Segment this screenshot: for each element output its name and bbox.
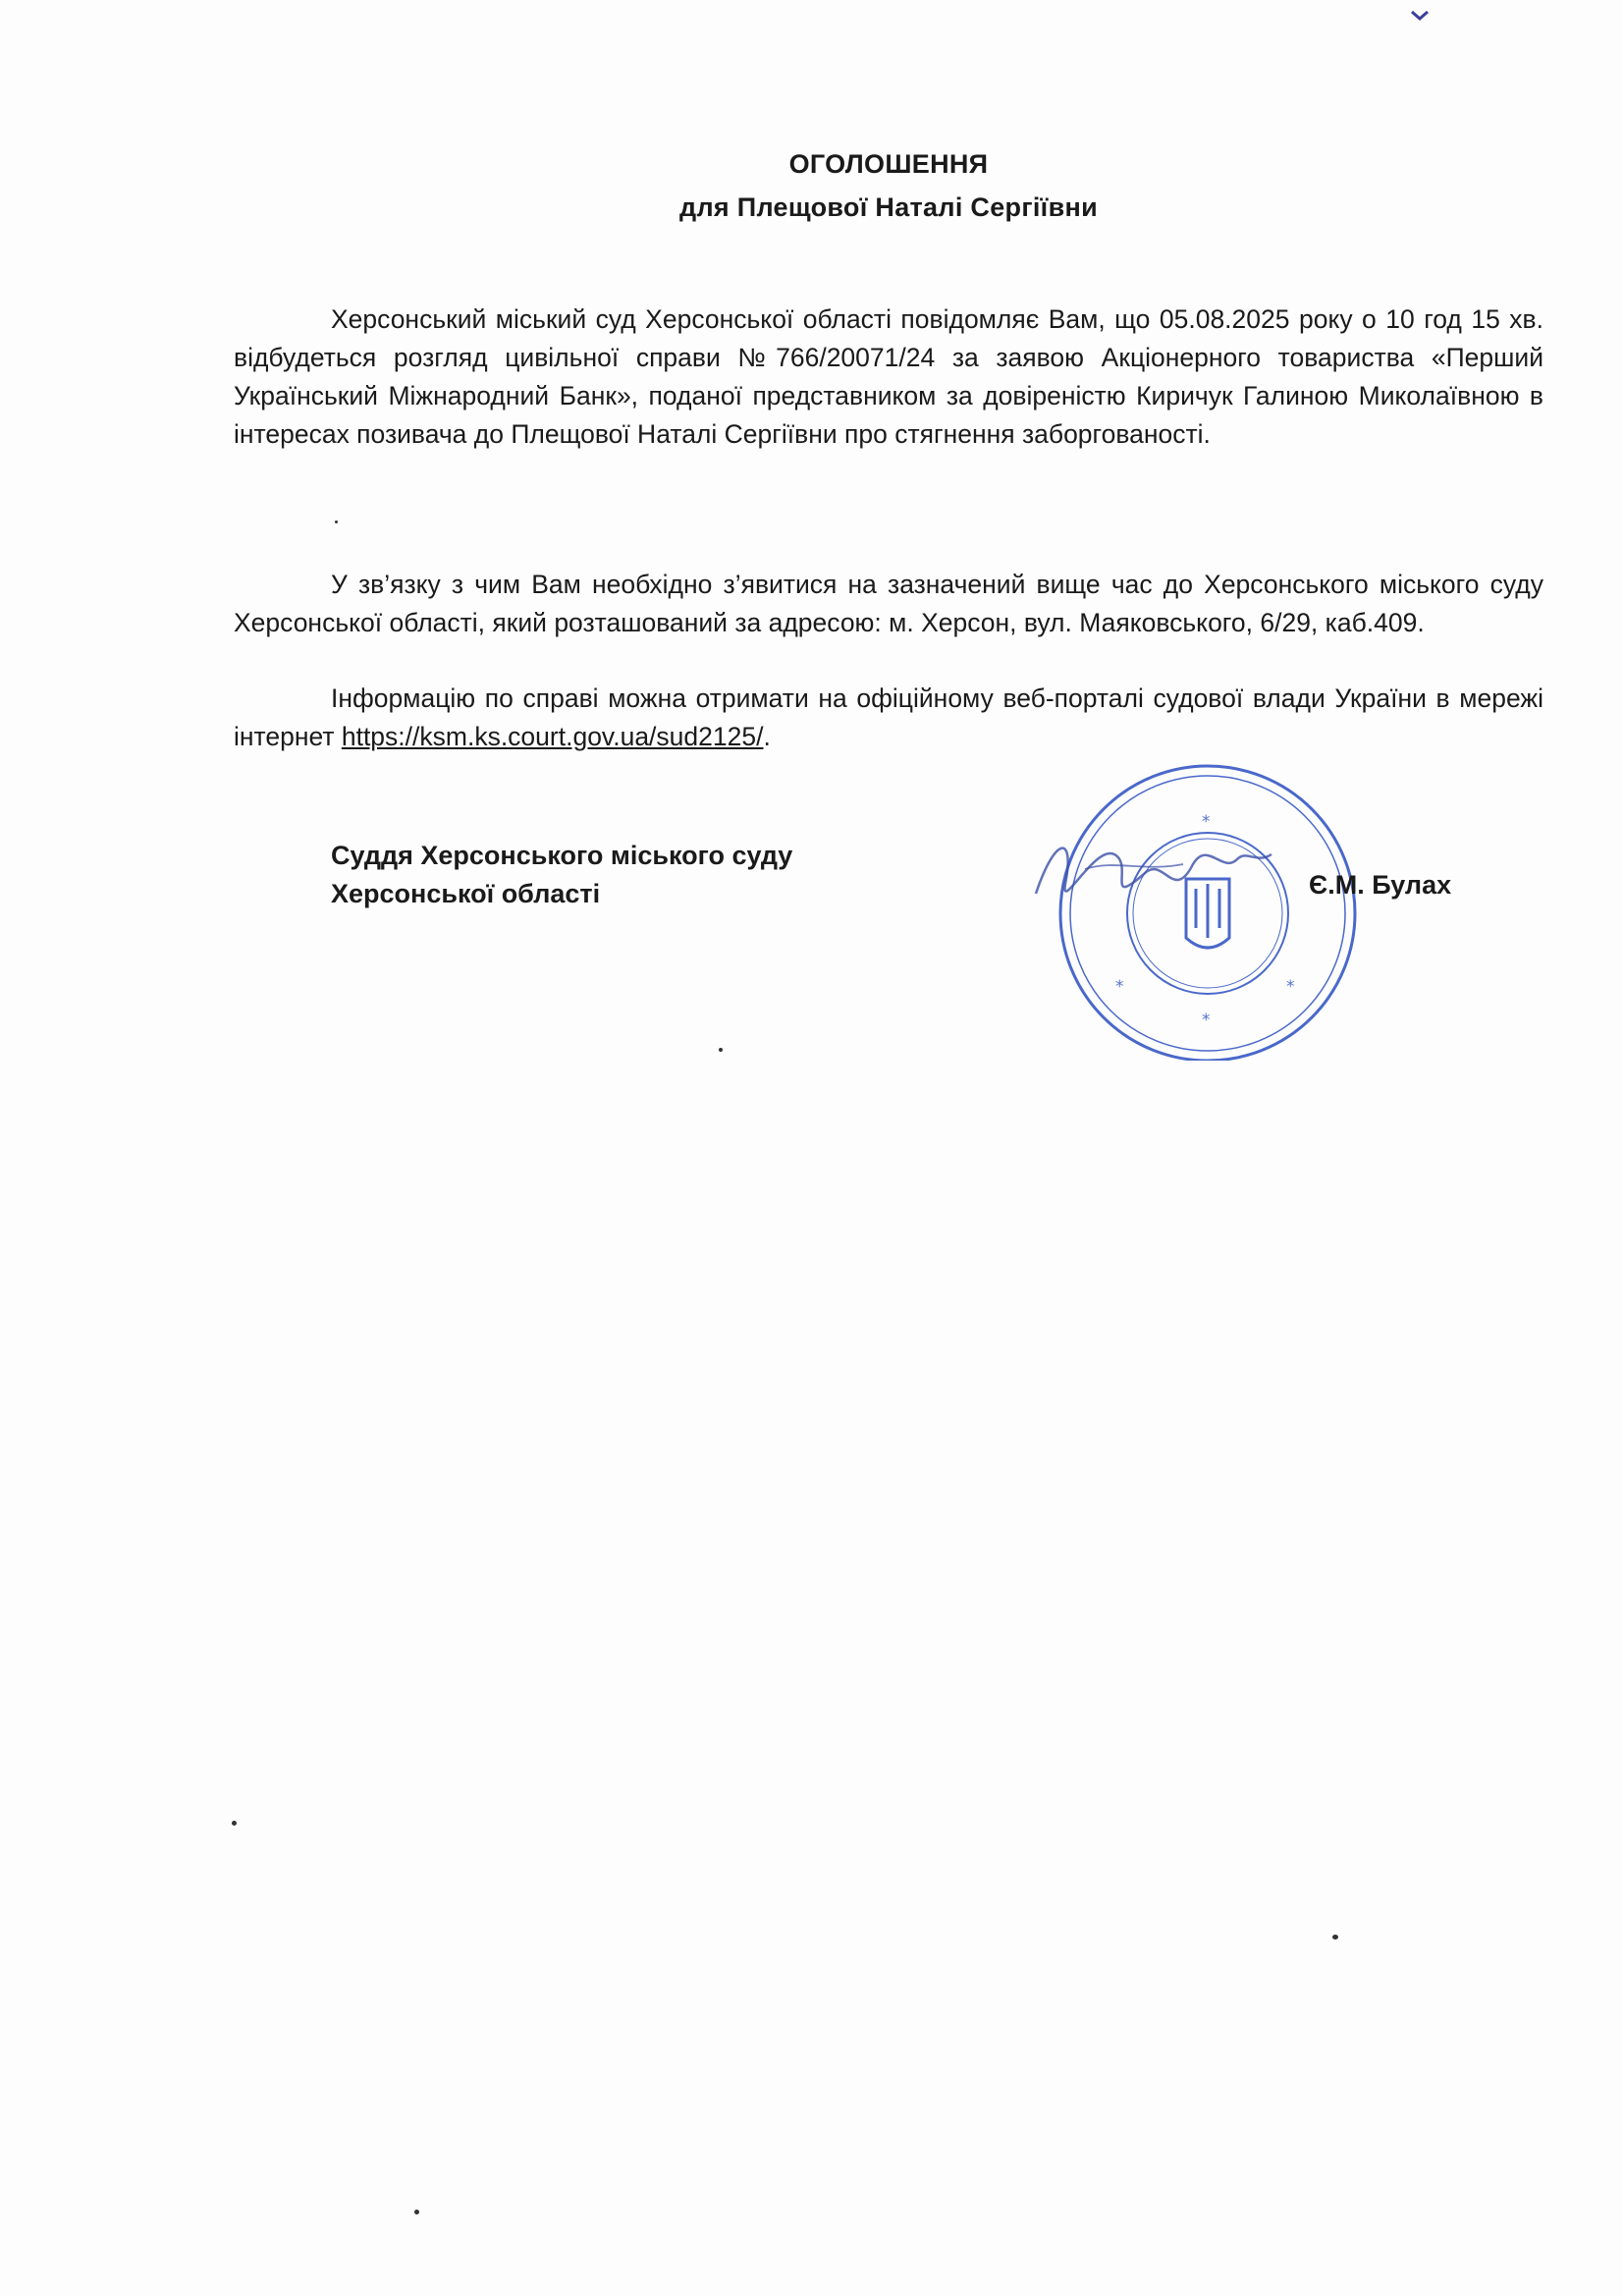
signature-title-line-1: Суддя Херсонського міського суду [331,841,793,870]
paragraph-hearing-notice [234,301,1543,454]
scan-speck [414,2210,419,2214]
signature-block [331,837,792,913]
svg-text:*: * [1202,812,1211,832]
scan-speck [335,520,338,523]
paragraph-info [234,680,1543,756]
signature-title-line-2: Херсонської області [331,879,601,908]
scan-speck [1332,1935,1338,1940]
paragraph-3-text: Інформацію по справі можна отримати на офіційному веб-порталі судової влади України в мережі інтернет [234,683,1543,751]
paragraph-3 [234,680,1543,756]
svg-text:*: * [1202,1011,1211,1030]
document-subtitle: для Плещової Наталі Сергіївни [679,192,1098,222]
paragraph-2-text: У зв’язку з чим Вам необхідно з’явитися на зазначений вище час до Херсонського міського суду Херсонської області, який розташований за адресою: м. Херсон, вул. Маяковського, 6/29, каб.409. [234,570,1543,637]
handwritten-signature [1026,815,1281,933]
svg-text:*: * [1286,977,1295,997]
scan-speck [232,1821,237,1826]
corner-ink-mark [1410,10,1430,22]
court-portal-link[interactable]: https://ksm.ks.court.gov.ua/sud2125/ [341,722,764,751]
paragraph-appearance [234,566,1543,642]
paragraph-3-end: . [763,722,771,751]
document-title: ОГОЛОШЕННЯ [788,149,989,179]
svg-text:*: * [1115,977,1124,997]
scan-speck [719,1048,723,1052]
judge-name: Є.М. Булах [1309,870,1452,900]
paragraph-1-text: Херсонський міський суд Херсонської області повідомляє Вам, що 05.08.2025 року о 10 год 15 хв. відбудеться розгляд цивільної справи №766/20071/24 за заявою Акціонерного товариства «Перший Український Міжнародний Банк», поданої представником за довіреністю Киричук Галиною Миколаївною в інтересах позивача до Плещової Наталі Сергіївни про стягнення заборгованості. [234,304,1543,449]
